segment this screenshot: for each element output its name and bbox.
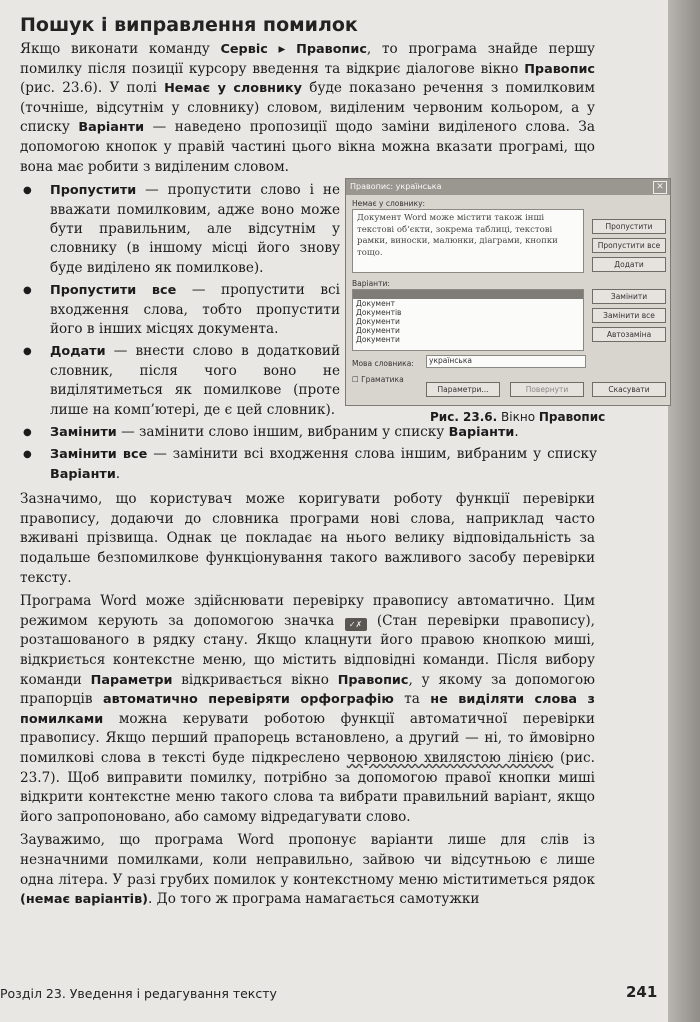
spelling-dialog <box>345 178 671 406</box>
page-content <box>20 14 595 910</box>
figure-caption: Рис. 23.6. Вікно Правопис <box>430 410 606 424</box>
paragraph-2: Зазначимо, що користувач може коригувати роботу функції перевірки правопису, додаючи до словника програми нові слова, наприклад часто вживані прізвища. Однак це покладає на нього велику відповідальність за подальше безпомилкове функціонування такого важливого засобу перевірки тексту. <box>20 491 595 586</box>
grammar-checkbox[interactable]: ☐ Граматика <box>352 375 404 384</box>
not-in-dictionary-label: Немає у словнику: <box>352 199 426 208</box>
list-item[interactable]: Документи <box>356 326 400 335</box>
list-item: ● Пропустити — пропустити слово і не вважати помилковим, адже воно може бути правильним, але відсутнім у словнику (в іншому місці його знову буде виділено як помилкове). <box>20 181 340 278</box>
autocorrect-button[interactable]: Автозаміна <box>592 327 666 342</box>
list-item[interactable]: Документів <box>356 308 402 317</box>
change-all-button[interactable]: Замінити все <box>592 308 666 323</box>
section-heading: Пошук і виправлення помилок <box>20 14 358 36</box>
paragraph-4: Зауважимо, що програма Word пропонує варіанти лише для слів із незначними помилками, коли неправильно, зайвою чи відсутньою є лише одна літера. У разі грубих помилок у контекстному меню міститиметься рядок (немає варіантів). До того ж програма намагається самотужки <box>20 832 595 908</box>
paragraph-3: Програма Word може здійснювати перевірку правопису автоматично. Цим режимом керують за допомогою значка ✓✗ (Стан перевірки правопису), розташованого в рядку стану. Якщо клацнути його правою кнопкою миші, відкриється контекстне меню, що містить відповідні команди. Після вибору команди Параметри відкривається вікно Правопис, у якому за допомогою прапорців автоматично перевіряти орфографію та не виділяти слова з помилками можна керувати роботою функції автоматичної перевірки правопису. Якщо перший прапорець встановлено, а другий — ні, то ймовірно помилкові слова в тексті буде підкреслено червоною хвилястою лінією (рис. 23.7). Щоб виправити помилку, потрібно за допомогою правої кнопки миші відкрити контекстне меню такого слова та вибрати правильний варіант, якщо його запропоновано, або самому відредагувати слово. <box>20 593 595 825</box>
list-item: ● Замінити все — замінити всі входження слова іншим, вибраним у списку Варіанти. <box>20 445 597 484</box>
undo-button[interactable]: Повернути <box>510 382 584 397</box>
close-icon[interactable]: ✕ <box>653 181 667 194</box>
paragraph-1: Якщо виконати команду Сервіс ▸ Правопис, то програма знайде першу помилку після позиції курсору введення та відкриє діалогове вікно Правопис (рис. 23.6). У полі Немає у словнику буде показано речення з помилковим (точніше, відсутнім у словнику) словом, виділеним червоним кольором, а у списку Варіанти — наведено пропозиції щодо заміни виділеного слова. За допомогою кнопок у правій частині цього вікна можна вказати програмі, що вона має робити з виділеним словом. <box>20 41 595 175</box>
dictionary-language-select[interactable]: українська <box>426 355 586 368</box>
list-item: ● Пропустити все — пропустити всі входження слова, тобто пропустити його в інших місцях документа. <box>20 281 340 339</box>
add-button[interactable]: Додати <box>592 257 666 272</box>
footer-chapter: Розділ 23. Уведення і редагування тексту <box>0 986 277 1001</box>
list-item[interactable]: Документи <box>356 317 400 326</box>
bullet-list-wide <box>20 423 595 484</box>
list-item[interactable] <box>353 290 583 299</box>
list-item[interactable]: Документи <box>356 335 400 344</box>
page-edge <box>668 0 700 1022</box>
dictionary-language-label: Мова словника: <box>352 359 414 368</box>
spell-check-status-icon: ✓✗ <box>345 618 367 631</box>
change-button[interactable]: Замінити <box>592 289 666 304</box>
variants-list[interactable] <box>352 289 584 351</box>
variants-label: Варіанти: <box>352 279 390 288</box>
list-item: ● Замінити — замінити слово іншим, вибраним у списку Варіанти. <box>20 423 597 442</box>
list-item[interactable]: Документ <box>356 299 395 308</box>
cancel-button[interactable]: Скасувати <box>592 382 666 397</box>
list-item: ● Додати — внести слово в додатковий словник, після чого воно не виділятиметься як помилкове (проте лише на комп’ютері, де є цей словник). <box>20 342 340 420</box>
ignore-all-button[interactable]: Пропустити все <box>592 238 666 253</box>
dialog-title: Правопис: українська <box>346 179 670 195</box>
ignore-button[interactable]: Пропустити <box>592 219 666 234</box>
not-in-dictionary-field[interactable]: Документ Word може містити також інші текстові об’єкти, зокрема таблиці, текстові рамки, виноски, малюнки, діаграми, кнопки тощо. <box>352 209 584 273</box>
page-number: 241 <box>626 983 658 1001</box>
options-button[interactable]: Параметри... <box>426 382 500 397</box>
wavy-underline-text: червоною хвилястою лінією <box>346 749 554 766</box>
